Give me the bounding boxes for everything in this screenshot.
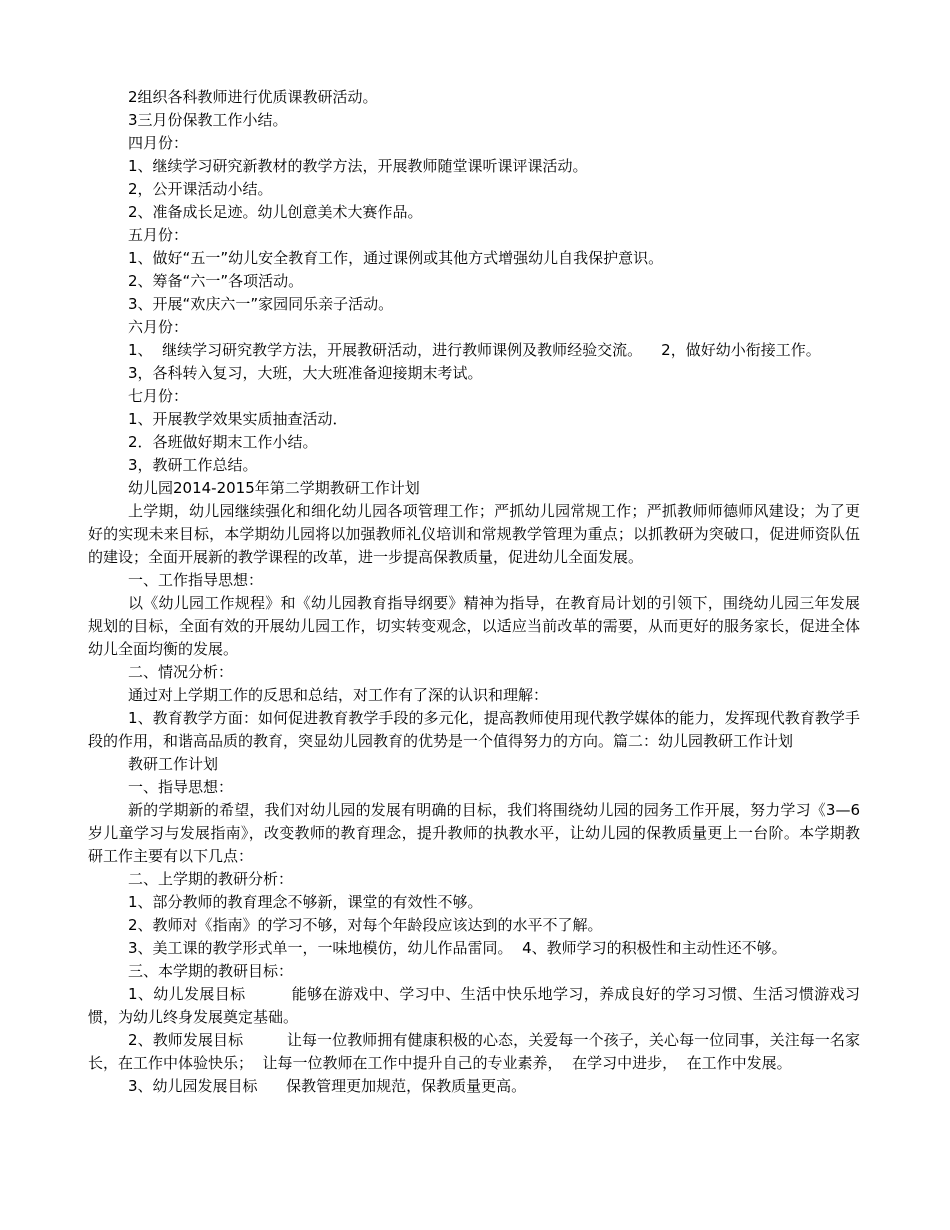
paragraph-5: 2，公开课活动小结。 (128, 180, 273, 198)
heading-april: 四月份： (128, 134, 189, 152)
paragraph-27: 新的学期新的希望，我们对幼儿园的发展有明确的目标，我们将围绕幼儿园的园务工作开展，努力学习《3—6岁儿童学习与发展指南》，改变教师的教育理念，提升教师的执教水平，让幼儿园的保教质量更上一台阶。本学期教研工作主要有以下几点： (88, 801, 860, 865)
paragraph-34: 2、教师发展目标 让每一位教师拥有健康积极的心态，关爱每一个孩子，关心每一位同事，关注每一名家长，在工作中体验快乐； 让每一位教师在工作中提升自己的专业素养， 在学习中进步， 在工作中发展。 (88, 1031, 860, 1072)
paragraph-4: 1、继续学习研究新教材的教学方法，开展教师随堂课听课评课活动。 (128, 157, 588, 175)
heading-situation-analysis: 二、情况分析： (128, 663, 234, 681)
paragraph-1: 2组织各科教师进行优质课教研活动。 (128, 88, 378, 106)
heading-july: 七月份： (128, 387, 189, 405)
paragraph-2: 3三月份保教工作小结。 (128, 111, 288, 129)
paragraph-23: 通过对上学期工作的反思和总结，对工作有了深的认识和理解： (128, 686, 549, 704)
paragraph-31: 3、美工课的教学形式单一，一味地模仿，幼儿作品雷同。 4、教师学习的积极性和主动性还不够。 (128, 939, 787, 957)
paragraph-29: 1、部分教师的教育理念不够新，课堂的有效性不够。 (128, 893, 483, 911)
document-page (88, 86, 860, 1098)
paragraph-21: 以《幼儿园工作规程》和《幼儿园教育指导纲要》精神为指导，在教育局计划的引领下，围绕幼儿园三年发展规划的目标，全面有效的开展幼儿园工作，切实转变观念，以适应当前改革的需要，从而更好的服务家长，促进全体幼儿全面均衡的发展。 (88, 594, 860, 658)
paragraph-33: 1、幼儿发展目标 能够在游戏中、学习中、生活中快乐地学习，养成良好的学习习惯、生活习惯游戏习惯，为幼儿终身发展奠定基础。 (88, 985, 860, 1026)
heading-guiding-thought: 一、工作指导思想： (128, 571, 264, 589)
paragraph-30: 2、教师对《指南》的学习不够，对每个年龄段应该达到的水平不了解。 (128, 916, 603, 934)
heading-june: 六月份： (128, 318, 189, 336)
heading-research-goals: 三、本学期的教研目标： (128, 962, 294, 980)
paragraph-35: 3、幼儿园发展目标 保教管理更加规范，保教质量更高。 (128, 1077, 527, 1095)
paragraph-8: 1、做好“五一”幼儿安全教育工作，通过课例或其他方式增强幼儿自我保护意识。 (128, 249, 664, 267)
paragraph-24: 1、教育教学方面：如何促进教育教学手段的多元化，提高教师使用现代教学媒体的能力，发挥现代教育教学手段的作用，和谐高品质的教育，突显幼儿园教育的优势是一个值得努力的方向。篇二：幼儿园教研工作计划 (88, 709, 860, 750)
paragraph-16: 2．各班做好期末工作小结。 (128, 433, 318, 451)
section-title: 幼儿园2014-2015年第二学期教研工作计划 (128, 479, 420, 497)
heading-research-plan: 教研工作计划 (128, 755, 219, 773)
paragraph-13: 3，各科转入复习，大班，大大班准备迎接期末考试。 (128, 364, 483, 382)
paragraph-12: 1、 继续学习研究教学方法，开展教研活动，进行教师课例及教师经验交流。 2，做好幼小衔接工作。 (128, 341, 821, 359)
paragraph-10: 3、开展“欢庆六一”家园同乐亲子活动。 (128, 295, 394, 313)
heading-last-term-analysis: 二、上学期的教研分析： (128, 870, 294, 888)
paragraph-6: 2、准备成长足迹。幼儿创意美术大赛作品。 (128, 203, 423, 221)
paragraph-19: 上学期，幼儿园继续强化和细化幼儿园各项管理工作；严抓幼儿园常规工作；严抓教师师德师风建设；为了更好的实现未来目标，本学期幼儿园将以加强教师礼仪培训和常规教学管理为重点；以抓教研为突破口，促进师资队伍的建设；全面开展新的教学课程的改革，进一步提高保教质量，促进幼儿全面发展。 (88, 502, 860, 566)
heading-may: 五月份： (128, 226, 189, 244)
paragraph-17: 3，教研工作总结。 (128, 456, 258, 474)
paragraph-9: 2、筹备“六一”各项活动。 (128, 272, 304, 290)
paragraph-15: 1、开展教学效果实质抽查活动． (128, 410, 348, 428)
heading-guiding-ideas: 一、指导思想： (128, 778, 234, 796)
